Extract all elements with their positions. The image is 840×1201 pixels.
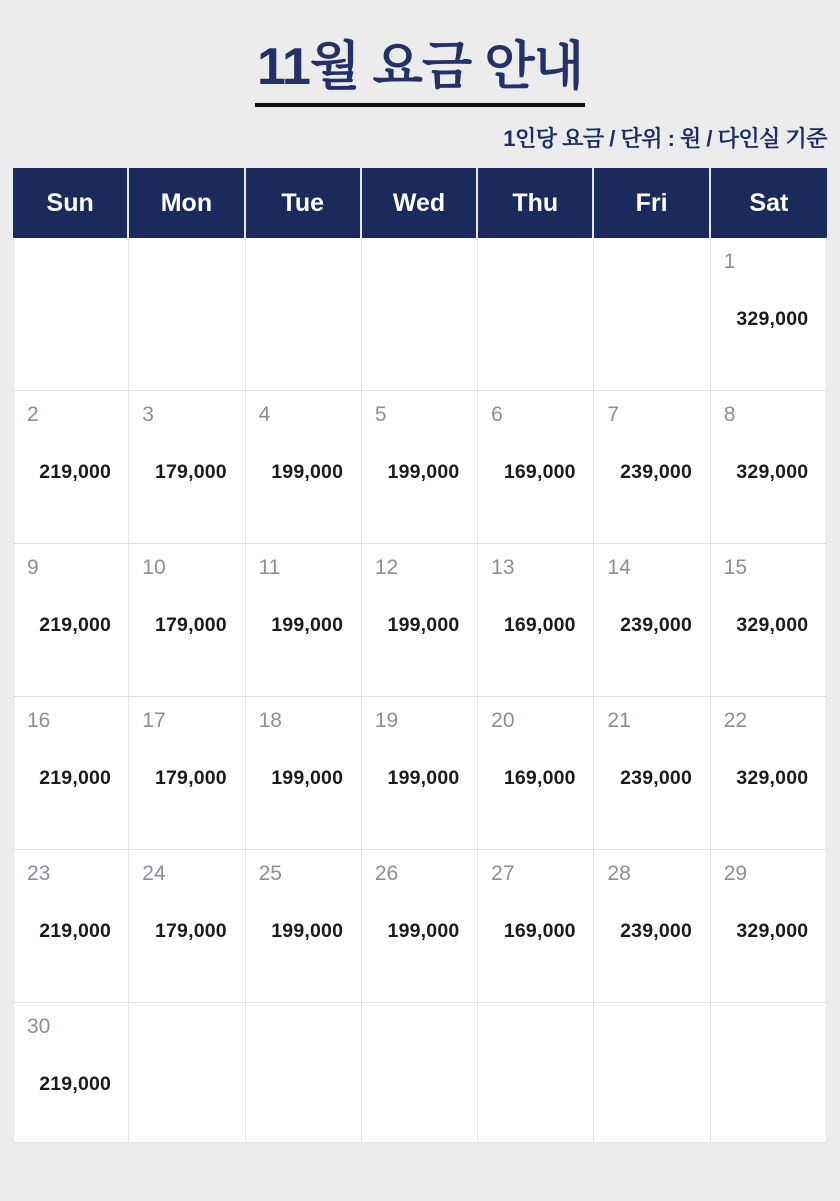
price-label: 219,000 <box>39 767 112 789</box>
day-cell <box>13 850 129 1003</box>
price-label: 329,000 <box>736 614 809 636</box>
page-title: 11월 요금 안내 <box>256 38 584 96</box>
day-number: 3 <box>142 403 154 426</box>
week-row <box>13 238 827 391</box>
day-number: 4 <box>258 403 271 426</box>
day-cell <box>594 544 710 697</box>
day-cell <box>246 850 362 1003</box>
day-cell <box>129 544 245 697</box>
week-row <box>13 391 827 544</box>
price-label: 239,000 <box>620 920 692 942</box>
price-label: 199,000 <box>387 767 460 789</box>
day-cell <box>478 391 594 544</box>
day-number: 17 <box>142 709 166 732</box>
weekday-header: Sun <box>13 168 129 238</box>
price-label: 199,000 <box>387 461 460 483</box>
day-number: 28 <box>607 862 631 885</box>
weekday-header: Thu <box>478 168 594 238</box>
day-cell <box>13 391 129 544</box>
weekday-header: Fri <box>594 168 710 238</box>
price-label: 199,000 <box>271 461 344 483</box>
empty-day-cell <box>13 238 129 391</box>
empty-day-cell <box>478 1003 594 1143</box>
day-number: 27 <box>491 862 515 885</box>
day-number: 5 <box>374 403 387 426</box>
week-row <box>13 850 827 1003</box>
price-label: 239,000 <box>620 461 692 483</box>
empty-day-cell <box>129 238 245 391</box>
page-subtitle: 1인당 요금 / 단위 : 원 / 다인실 기준 <box>503 126 827 151</box>
price-label: 219,000 <box>39 461 112 483</box>
day-number: 6 <box>491 403 503 426</box>
price-label: 169,000 <box>503 614 576 636</box>
day-number: 23 <box>27 862 51 885</box>
day-number: 12 <box>374 556 399 579</box>
day-cell <box>711 391 827 544</box>
weekday-header: Wed <box>362 168 478 238</box>
empty-day-cell <box>362 1003 478 1143</box>
day-cell <box>362 850 478 1003</box>
empty-day-cell <box>246 1003 362 1143</box>
day-number: 8 <box>723 403 736 426</box>
price-calendar <box>13 168 827 1143</box>
day-cell <box>13 697 129 850</box>
day-number: 25 <box>258 862 282 885</box>
day-cell <box>594 391 710 544</box>
day-cell <box>246 544 362 697</box>
day-number: 13 <box>491 556 515 579</box>
day-number: 24 <box>142 862 166 885</box>
price-label: 199,000 <box>271 920 344 942</box>
price-label: 169,000 <box>503 920 576 942</box>
day-number: 1 <box>723 250 736 273</box>
day-cell <box>362 697 478 850</box>
price-label: 199,000 <box>387 614 460 636</box>
day-number: 16 <box>27 709 51 732</box>
day-number: 9 <box>27 556 39 579</box>
day-cell <box>711 238 827 391</box>
day-cell <box>362 544 478 697</box>
price-label: 239,000 <box>620 614 692 636</box>
day-number: 14 <box>607 556 631 579</box>
day-number: 30 <box>27 1015 51 1038</box>
day-number: 15 <box>723 556 748 579</box>
day-cell <box>129 391 245 544</box>
day-number: 10 <box>142 556 166 579</box>
day-number: 7 <box>607 403 620 426</box>
empty-day-cell <box>594 1003 710 1143</box>
day-cell <box>246 697 362 850</box>
day-cell <box>711 850 827 1003</box>
day-cell <box>362 391 478 544</box>
week-row <box>13 544 827 697</box>
price-label: 179,000 <box>154 461 227 483</box>
day-number: 2 <box>27 403 39 426</box>
day-cell <box>129 697 245 850</box>
day-cell <box>478 697 594 850</box>
price-label: 329,000 <box>736 308 809 330</box>
calendar-grid <box>13 238 827 1143</box>
day-cell <box>246 391 362 544</box>
day-cell <box>594 697 710 850</box>
price-label: 329,000 <box>736 767 809 789</box>
day-cell <box>13 1003 129 1143</box>
empty-day-cell <box>478 238 594 391</box>
week-row <box>13 697 827 850</box>
empty-day-cell <box>362 238 478 391</box>
price-label: 179,000 <box>154 614 227 636</box>
day-cell <box>594 850 710 1003</box>
empty-day-cell <box>711 1003 827 1143</box>
price-label: 179,000 <box>154 920 227 942</box>
empty-day-cell <box>129 1003 245 1143</box>
weekday-header: Mon <box>129 168 245 238</box>
day-number: 29 <box>723 862 748 885</box>
day-cell <box>13 544 129 697</box>
price-label: 219,000 <box>39 1073 112 1095</box>
day-number: 21 <box>607 709 631 732</box>
price-label: 219,000 <box>39 920 112 942</box>
day-number: 18 <box>258 709 282 732</box>
title-underline <box>255 103 585 107</box>
weekday-header: Sat <box>711 168 827 238</box>
price-label: 199,000 <box>387 920 460 942</box>
price-label: 169,000 <box>503 767 576 789</box>
day-number: 11 <box>258 556 281 579</box>
day-cell <box>129 850 245 1003</box>
day-cell <box>711 697 827 850</box>
price-label: 239,000 <box>620 767 692 789</box>
day-cell <box>478 850 594 1003</box>
weekday-header-row <box>13 168 827 238</box>
day-number: 22 <box>723 709 748 732</box>
price-label: 329,000 <box>736 461 809 483</box>
day-cell <box>711 544 827 697</box>
empty-day-cell <box>594 238 710 391</box>
price-label: 329,000 <box>736 920 809 942</box>
day-number: 26 <box>374 862 399 885</box>
price-label: 219,000 <box>39 614 112 636</box>
weekday-header: Tue <box>246 168 362 238</box>
empty-day-cell <box>246 238 362 391</box>
day-number: 19 <box>374 709 399 732</box>
day-number: 20 <box>491 709 515 732</box>
week-row <box>13 1003 827 1143</box>
price-label: 169,000 <box>503 461 576 483</box>
day-cell <box>478 544 594 697</box>
price-label: 199,000 <box>271 614 344 636</box>
price-label: 179,000 <box>154 767 227 789</box>
price-label: 199,000 <box>271 767 344 789</box>
